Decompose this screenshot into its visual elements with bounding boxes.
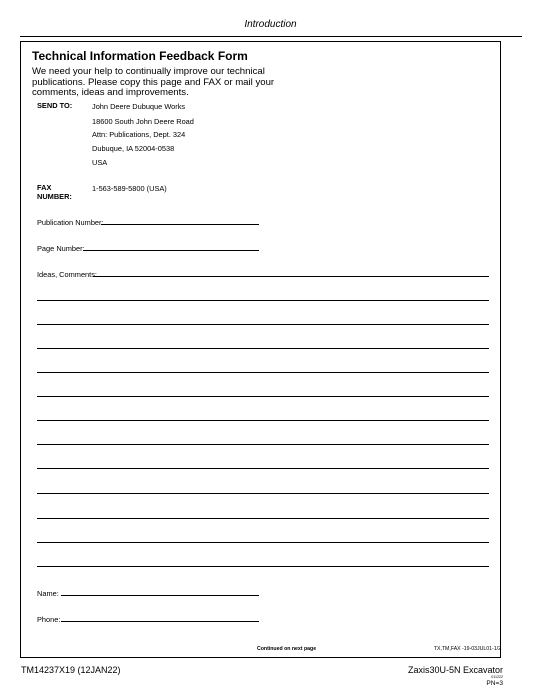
document-code: TX,TM,FAX -19-03JUL01-1/2	[433, 646, 501, 652]
comment-line[interactable]	[37, 324, 489, 325]
continued-note: Continued on next page	[257, 646, 317, 652]
comment-line[interactable]	[37, 420, 489, 421]
ideas-comments-label: Ideas, Comments:	[37, 270, 97, 279]
form-title: Technical Information Feedback Form	[32, 49, 248, 63]
fax-label	[37, 184, 72, 201]
comments-first-line[interactable]	[93, 276, 489, 277]
address-line: Dubuque, IA 52004-0538	[92, 144, 175, 153]
section-title: Introduction	[244, 19, 297, 30]
fax-number: 1-563-589-5800 (USA)	[92, 184, 167, 193]
address-line: Attn: Publications, Dept. 324	[92, 130, 186, 139]
footer-small-code: 011222	[491, 675, 503, 679]
name-label: Name:	[37, 589, 59, 598]
intro-line: publications. Please copy this page and FAX or mail your	[32, 76, 275, 88]
name-field[interactable]	[61, 595, 259, 596]
comment-line[interactable]	[37, 372, 489, 373]
comment-line[interactable]	[37, 348, 489, 349]
address-line: USA	[92, 158, 108, 167]
comment-line[interactable]	[37, 444, 489, 445]
comment-line[interactable]	[37, 542, 489, 543]
comment-line[interactable]	[37, 493, 489, 494]
form-intro	[32, 67, 292, 99]
header-divider	[20, 36, 522, 37]
address-line: 18600 South John Deere Road	[92, 117, 194, 126]
comment-line[interactable]	[37, 566, 489, 567]
fax-label-line: FAX	[37, 183, 52, 192]
send-to-label: SEND TO:	[37, 101, 73, 110]
publication-number-label: Publication Number:	[37, 218, 104, 227]
comment-line[interactable]	[37, 518, 489, 519]
intro-line: We need your help to continually improve our technical	[32, 66, 265, 77]
phone-field[interactable]	[61, 621, 259, 622]
model-name: Zaxis30U-5N Excavator	[407, 665, 503, 675]
page-number-field[interactable]	[83, 250, 259, 251]
comment-line[interactable]	[37, 300, 489, 301]
phone-label: Phone:	[37, 615, 61, 624]
address-line: John Deere Dubuque Works	[92, 102, 186, 111]
publication-number-field[interactable]	[101, 224, 259, 225]
comment-line[interactable]	[37, 396, 489, 397]
page-number-label: Page Number:	[37, 244, 85, 253]
page-number-indicator: PN=3	[486, 680, 503, 687]
comment-line[interactable]	[37, 468, 489, 469]
manual-id: TM14237X19 (12JAN22)	[21, 665, 121, 675]
fax-label-line: NUMBER:	[37, 191, 72, 201]
intro-line: comments, ideas and improvements.	[32, 87, 189, 99]
